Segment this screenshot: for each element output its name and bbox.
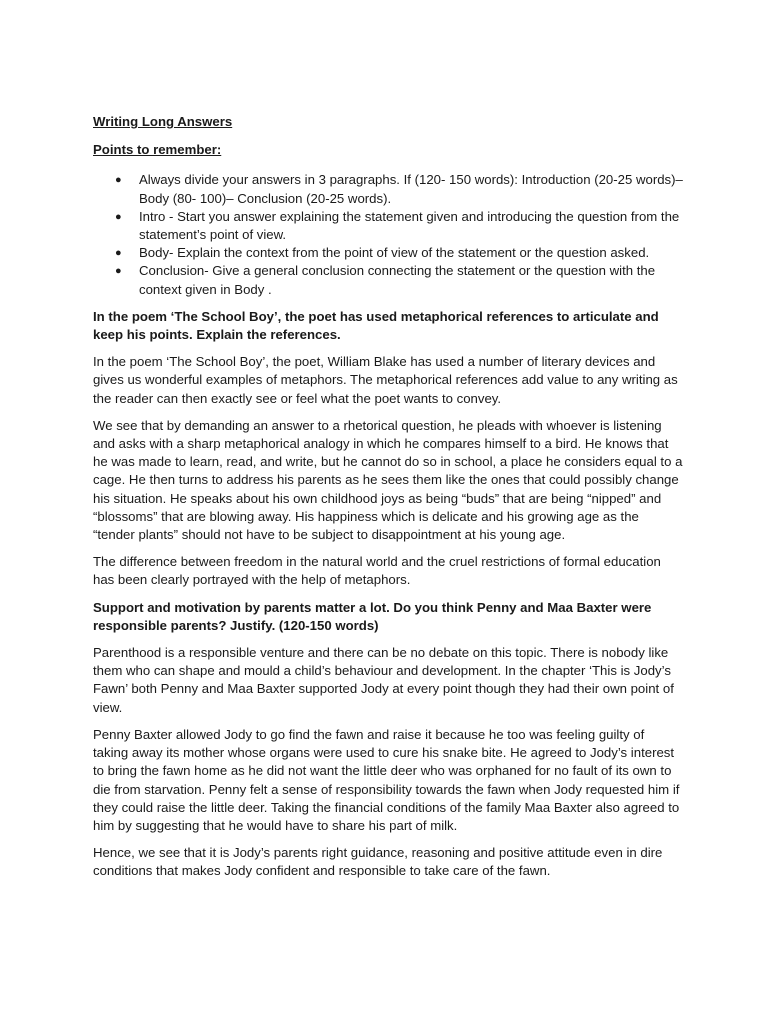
list-item	[93, 208, 683, 244]
answer-2-paragraph: Parenthood is a responsible venture and there can be no debate on this topic. There is nobody like them who can shape and mould a child’s behaviour and development. In the chapter ‘This is Jody’s Fawn’ both Penny and Maa Baxter supported Jody at every point though they had their own point of view.	[93, 645, 674, 715]
bullet-icon: ●	[115, 174, 122, 187]
answer-1-paragraph: The difference between freedom in the natural world and the cruel restrictions of formal education has been clearly portrayed with the help of metaphors.	[93, 554, 661, 588]
points-list	[93, 171, 683, 298]
list-item	[93, 171, 683, 207]
answer-1-paragraph: We see that by demanding an answer to a rhetorical question, he pleads with whoever is listening and asks with a sharp metaphorical analogy in which he compares himself to a bird. He knows that he was made to learn, read, and write, but he cannot do so in school, a place he considers equal to a cage. He then turns to address his parents as he sees them like the ones that could possibly change his situation. He speaks about his own childhood joys as being “buds” that are being “nipped” and “blossoms” that are blowing away. His happiness which is delicate and his growing age as the “tender plants” should not have to be subject to disappointment at his young age.	[93, 417, 683, 543]
answer-2-paragraph: Hence, we see that it is Jody’s parents right guidance, reasoning and positive attitude even in dire conditions that makes Jody confident and responsible to take care of the fawn.	[93, 845, 663, 879]
points-heading: Points to remember:	[93, 142, 222, 158]
list-item	[93, 244, 683, 262]
bullet-icon: ●	[115, 210, 122, 223]
point-text: Conclusion- Give a general conclusion connecting the statement or the question with the context given in Body .	[139, 263, 656, 297]
answer-1-paragraph: In the poem ‘The School Boy’, the poet, William Blake has used a number of literary devices and gives us wonderful examples of metaphors. The metaphorical references add value to any writing as the reader can then exactly see or feel what the poet wants to convey.	[93, 354, 678, 406]
question-1: In the poem ‘The School Boy’, the poet has used metaphorical references to articulate and keep his points. Explain the references.	[93, 308, 659, 343]
question-2: Support and motivation by parents matter a lot. Do you think Penny and Maa Baxter were responsible parents? Justify. (120-150 words)	[93, 599, 652, 633]
point-text: Always divide your answers in 3 paragraphs. If (120- 150 words): Introduction (20-25 words)– Body (80- 100)– Conclusion (20-25 words).	[139, 172, 683, 206]
list-item	[93, 262, 683, 298]
point-text: Intro - Start you answer explaining the statement given and introducing the question from the statement’s point of view.	[139, 208, 680, 243]
document-page	[93, 113, 683, 881]
answer-2-paragraph: Penny Baxter allowed Jody to go find the fawn and raise it because he too was feeling guilty of taking away its mother whose organs were used to cure his snake bite. He agreed to Jody’s interest to bring the fawn home as he did not want the little deer who was orphaned for no fault of its own to die from starvation. Penny felt a sense of responsibility towards the fawn when Jody requested him if they could raise the little deer. Taking the financial conditions of the family Maa Baxter also agreed to him by suggesting that he would have to share his part of milk.	[93, 726, 680, 833]
point-text: Body- Explain the context from the point of view of the statement or the question asked.	[139, 245, 650, 261]
bullet-icon: ●	[115, 247, 122, 260]
document-title: Writing Long Answers	[93, 114, 233, 129]
bullet-icon: ●	[115, 265, 122, 278]
